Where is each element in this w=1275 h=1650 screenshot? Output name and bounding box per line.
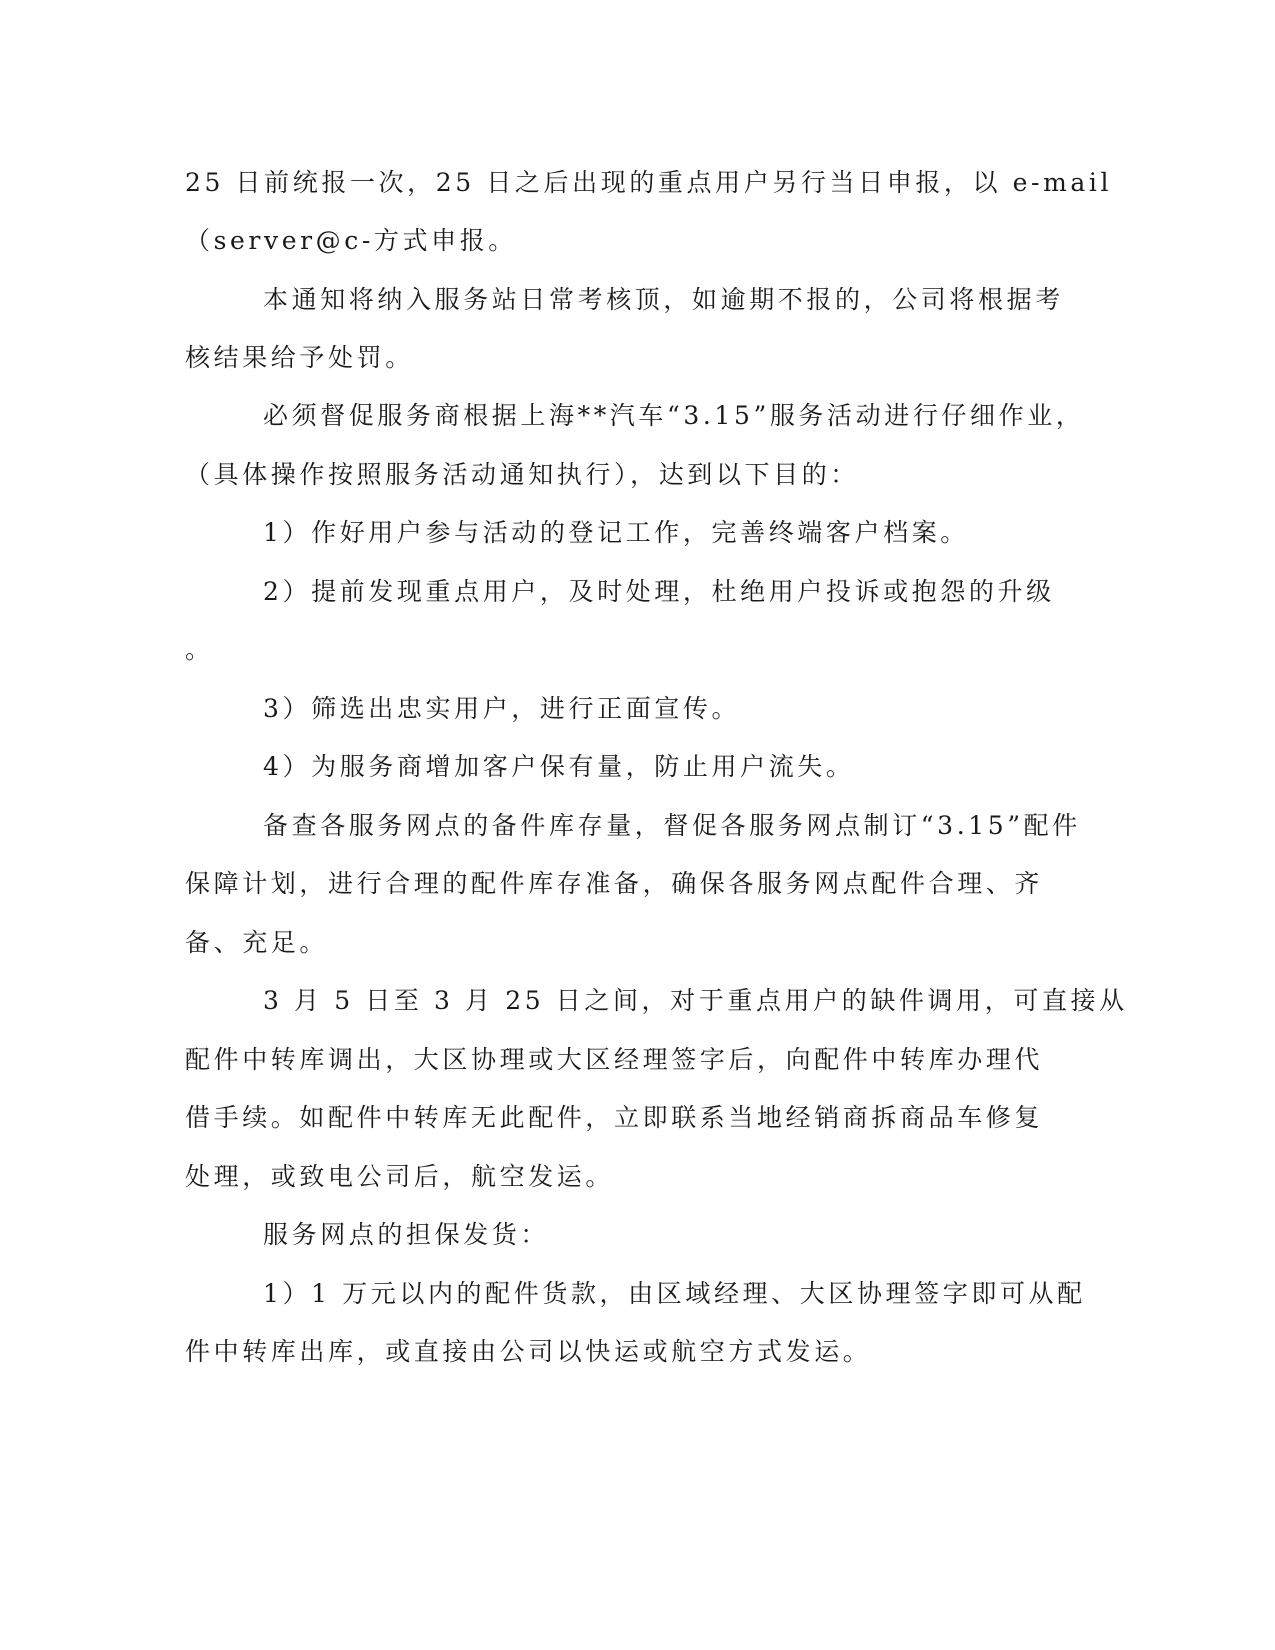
text-line: 服务网点的担保发货： [263,1220,550,1249]
text-line: 配件中转库调出，大区协理或大区经理签字后，向配件中转库办理代 [185,1045,1044,1074]
text-line: 3 月 5 日至 3 月 25 日之间，对于重点用户的缺件调用，可直接从 [263,986,1128,1015]
text-line: 本通知将纳入服务站日常考核顶，如逾期不报的，公司将根据考 [263,285,1064,314]
text-line: 4）为服务商增加客户保有量，防止用户流失。 [263,752,855,781]
text-line: 2）提前发现重点用户，及时处理，杜绝用户投诉或抱怨的升级 [263,577,1055,606]
text-line: 件中转库出库，或直接由公司以快运或航空方式发运。 [185,1337,872,1366]
text-line: 25 日前统报一次，25 日之后出现的重点用户另行当日申报，以 e-mail [185,168,1113,197]
text-line: 核结果给予处罚。 [185,343,414,372]
text-line: （server@c-方式申报。 [185,226,517,255]
text-line: 必须督促服务商根据上海**汽车“3.15”服务活动进行仔细作业， [263,401,1085,430]
text-line: 处理，或致电公司后，航空发运。 [185,1162,615,1191]
text-line: （具体操作按照服务活动通知执行），达到以下目的： [185,460,859,489]
text-line: 。 [185,635,214,664]
text-line: 备查各服务网点的备件库存量，督促各服务网点制订“3.15”配件 [263,811,1081,840]
text-line: 借手续。如配件中转库无此配件，立即联系当地经销商拆商品车修复 [185,1103,1044,1132]
text-line: 保障计划，进行合理的配件库存准备，确保各服务网点配件合理、齐 [185,869,1044,898]
text-line: 1）1 万元以内的配件货款，由区域经理、大区协理签字即可从配 [263,1279,1086,1308]
text-line: 1）作好用户参与活动的登记工作，完善终端客户档案。 [263,518,969,547]
text-line: 备、充足。 [185,928,329,957]
text-line: 3）筛选出忠实用户，进行正面宣传。 [263,694,741,723]
